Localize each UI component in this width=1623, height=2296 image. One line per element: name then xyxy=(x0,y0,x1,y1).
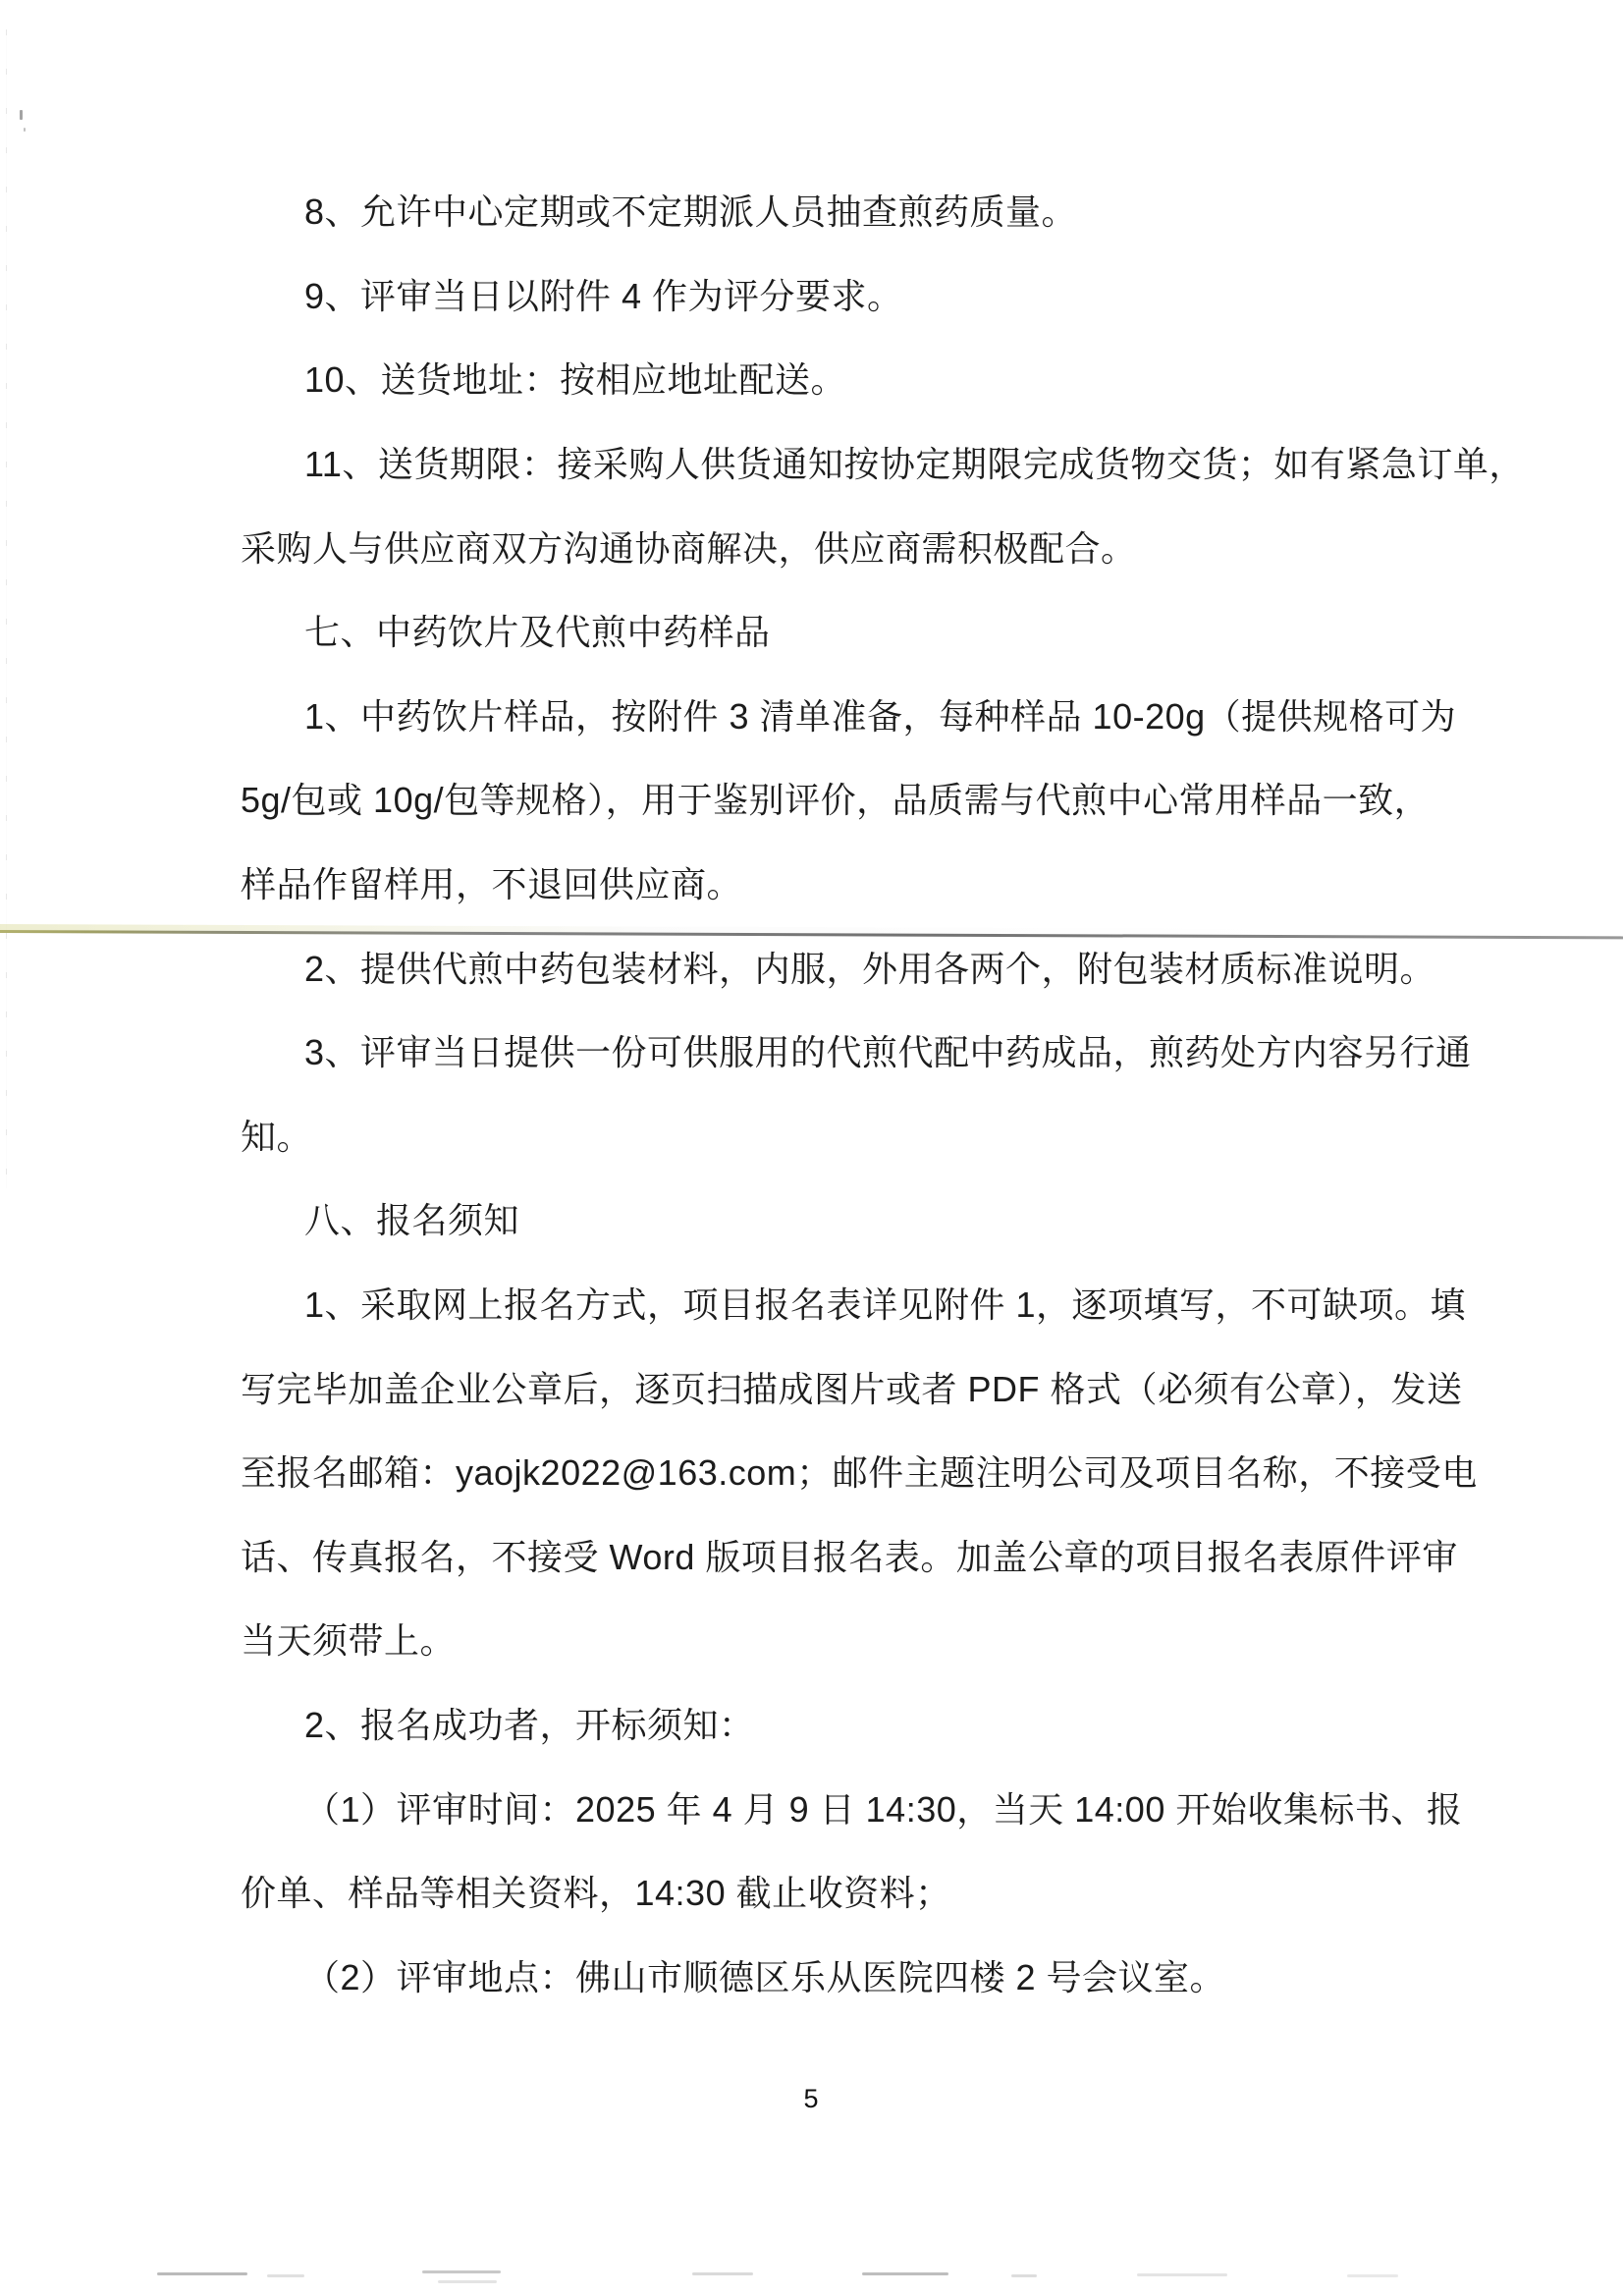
text-line: 七、中药饮片及代煎中药样品 xyxy=(304,612,771,653)
scan-smudge xyxy=(267,2274,304,2277)
text-line: 2、报名成功者，开标须知： xyxy=(304,1704,755,1745)
text-line: 知。 xyxy=(241,1116,313,1157)
scan-smudge xyxy=(862,2272,948,2275)
scan-smudge xyxy=(438,2280,497,2283)
page-number: 5 xyxy=(803,2084,819,2113)
text-line: 当天须带上。 xyxy=(241,1620,457,1662)
text-line: 5g/包或 10g/包等规格），用于鉴别评价，品质需与代煎中心常用样品一致， xyxy=(241,780,1431,821)
text-line: 10、送货地址：按相应地址配送。 xyxy=(304,359,847,401)
text-line: （2）评审地点：佛山市顺德区乐从医院四楼 2 号会议室。 xyxy=(304,1956,1226,1997)
text-line: 8、允许中心定期或不定期派人员抽查煎药质量。 xyxy=(304,191,1078,233)
text-line: 9、评审当日以附件 4 作为评分要求。 xyxy=(304,275,903,316)
scan-speck xyxy=(20,110,23,120)
text-line: 1、中药饮片样品，按附件 3 清单准备，每种样品 10-20g（提供规格可为 xyxy=(304,695,1457,737)
text-line: 11、送货期限：接采购人供货通知按协定期限完成货物交货；如有紧急订单， xyxy=(304,444,1525,485)
scan-smudge xyxy=(422,2270,501,2273)
text-line: 样品作留样用，不退回供应商。 xyxy=(241,864,743,905)
text-line: 价单、样品等相关资料，14:30 截止收资料； xyxy=(241,1873,951,1914)
text-line: 至报名邮箱：yaojk2022@163.com；邮件主题注明公司及项目名称，不接受电 xyxy=(241,1452,1478,1494)
text-line: 采购人与供应商双方沟通协商解决，供应商需积极配合。 xyxy=(241,527,1137,569)
text-line: （1）评审时间：2025 年 4 月 9 日 14:30，当天 14:00 开始收集标书、报 xyxy=(304,1788,1463,1830)
scan-smudge xyxy=(1137,2273,1227,2276)
text-line: 1、采取网上报名方式，项目报名表详见附件 1，逐项填写，不可缺项。填 xyxy=(304,1285,1467,1326)
text-line: 2、提供代煎中药包装材料，内服，外用各两个，附包装材质标准说明。 xyxy=(304,948,1436,989)
text-line: 话、传真报名，不接受 Word 版项目报名表。加盖公章的项目报名表原件评审 xyxy=(241,1536,1458,1577)
document-body xyxy=(0,168,1623,2017)
scan-smudge xyxy=(692,2272,753,2275)
text-line: 写完毕加盖企业公章后，逐页扫描成图片或者 PDF 格式（必须有公章），发送 xyxy=(241,1368,1463,1409)
scan-smudge xyxy=(1011,2274,1037,2277)
text-line: 八、报名须知 xyxy=(304,1200,520,1241)
scan-smudge xyxy=(1347,2274,1398,2277)
text-line: 3、评审当日提供一份可供服用的代煎代配中药成品，煎药处方内容另行通 xyxy=(304,1032,1472,1073)
scan-smudge xyxy=(157,2272,247,2275)
scan-speck xyxy=(24,128,26,132)
